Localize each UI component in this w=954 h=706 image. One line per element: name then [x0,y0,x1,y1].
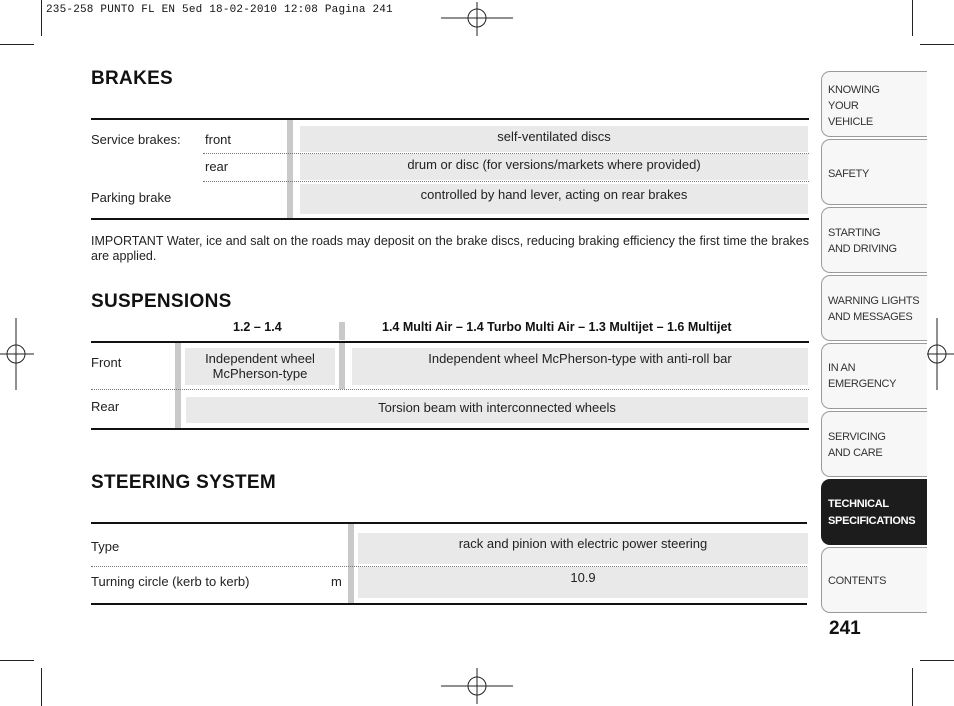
tab-starting-and-driving[interactable] [821,207,927,273]
crop-mark-top-right-h [920,44,954,45]
steering-bottom-rule [91,603,807,605]
suspensions-dotted-rule [91,389,809,390]
front-brake-label: front [205,132,232,147]
crop-mark-top-left-v [41,0,42,36]
registration-mark-top [441,2,513,36]
tab-emergency-line1: IN AN [828,362,856,374]
tab-servicing-and-care[interactable] [821,411,927,477]
front-suspension-col1 [185,348,335,385]
tab-emergency-line2: EMERGENCY [828,378,897,390]
rear-brake-value: drum or disc (for versions/markets where provided) [300,154,808,180]
suspensions-label-divider [175,343,181,428]
turning-circle-unit: m [331,574,342,589]
turning-circle-label: Turning circle (kerb to kerb) [91,574,250,589]
brakes-dotted-rule-2 [203,181,809,182]
tab-contents[interactable] [821,547,927,613]
tab-technical-line1: TECHNICAL [828,498,889,510]
print-header: 235-258 PUNTO FL EN 5ed 18-02-2010 12:08 Pagina 241 [46,4,393,16]
suspensions-bottom-rule [91,428,809,430]
tab-technical-specifications[interactable] [821,479,927,545]
tab-knowing-your-vehicle[interactable] [821,71,927,137]
front-suspension-label: Front [91,355,122,370]
steering-divider [348,524,354,604]
tab-safety-line1: SAFETY [828,168,869,180]
suspensions-col2-header: 1.4 Multi Air – 1.4 Turbo Multi Air – 1.3 Multijet – 1.6 Multijet [382,320,732,334]
steering-type-value: rack and pinion with electric power steering [358,533,808,564]
tab-in-an-emergency[interactable] [821,343,927,409]
tab-contents-line1: CONTENTS [828,575,887,587]
steering-top-rule [91,522,807,524]
steering-title: STEERING SYSTEM [91,472,277,493]
crop-mark-bottom-right-v [912,668,913,706]
crop-mark-bottom-left-v [41,668,42,706]
tab-servicing-line1: SERVICING [828,431,886,443]
turning-circle-value: 10.9 [358,567,808,598]
rear-suspension-label: Rear [91,399,120,414]
tab-starting-line2: AND DRIVING [828,243,897,255]
brakes-title: BRAKES [91,68,174,89]
parking-brake-value: controlled by hand lever, acting on rear brakes [300,184,808,214]
brakes-top-rule [91,118,809,120]
brakes-bottom-rule [91,218,809,220]
tab-knowing-line2: YOUR [828,100,859,112]
rear-brake-label: rear [205,159,229,174]
parking-brake-label: Parking brake [91,190,172,205]
front-suspension-col1-line1: Independent wheel [205,351,315,366]
steering-type-label: Type [91,539,120,554]
rear-suspension-value: Torsion beam with interconnected wheels [186,397,808,423]
crop-mark-bottom-left-h [0,660,34,661]
tab-starting-line1: STARTING [828,227,881,239]
important-note: IMPORTANT Water, ice and salt on the roads may deposit on the brake discs, reducing braking efficiency the first time the brakes are applied. [91,234,809,263]
tab-servicing-line2: AND CARE [828,447,883,459]
registration-mark-bottom [441,668,513,704]
suspensions-top-rule [91,341,809,343]
crop-mark-top-left-h [0,44,34,45]
suspensions-title: SUSPENSIONS [91,291,232,312]
front-suspension-col1-line2: McPherson-type [212,366,308,381]
suspensions-header-divider [339,322,345,340]
suspensions-col-divider [339,343,345,389]
tab-technical-line2: SPECIFICATIONS [828,515,916,527]
tab-warning-line1: WARNING LIGHTS [828,295,920,307]
tab-safety[interactable] [821,139,927,205]
crop-mark-bottom-right-h [920,660,954,661]
brakes-divider [287,120,293,218]
tab-knowing-line1: KNOWING [828,84,880,96]
tab-warning-line2: AND MESSAGES [828,311,913,323]
front-suspension-col2: Independent wheel McPherson-type with anti-roll bar [352,348,808,385]
front-brake-value: self-ventilated discs [300,126,808,152]
service-brakes-label: Service brakes: [91,132,181,147]
tab-warning-lights[interactable] [821,275,927,341]
tab-knowing-line3: VEHICLE [828,116,873,128]
registration-mark-left [0,318,34,390]
crop-mark-top-right-v [912,0,913,36]
suspensions-col1-header: 1.2 – 1.4 [233,320,282,334]
page-number: 241 [829,618,861,639]
